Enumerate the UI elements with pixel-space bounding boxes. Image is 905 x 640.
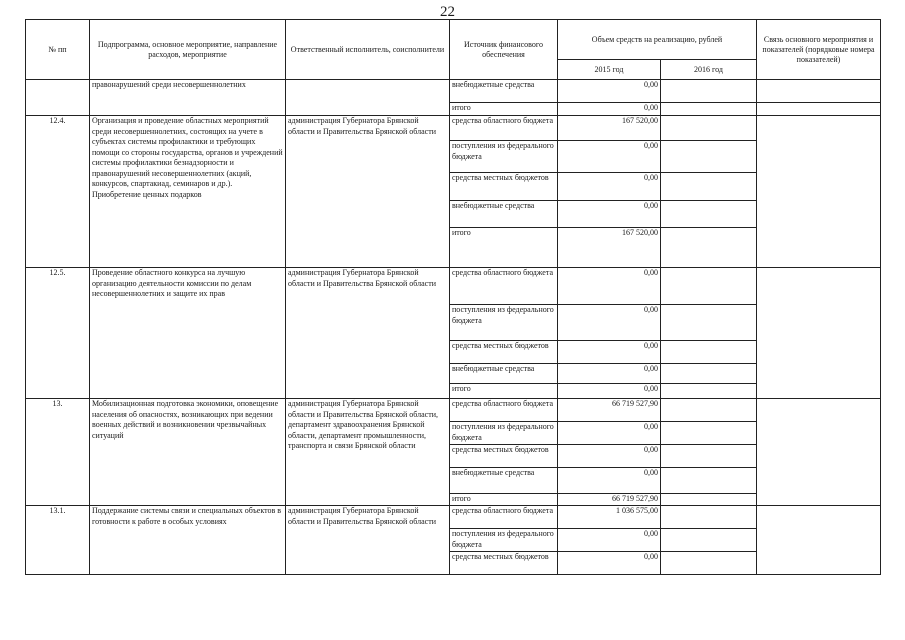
program-cell: Организация и проведение областных мероприятий среди несовершеннолетних, состоящих на учете в субъектах системы профилактики и требующих помощи со стороны государства, органов и учреждений системы профилактики безнадзорности и правонарушений несовершеннолетних (акций, конкурсов, спартакиад, семинаров и др.). Приобретение ценных подарков [90, 116, 286, 268]
executor-cell: администрация Губернатора Брянской области и Правительства Брянской области, департамент здравоохранения Брянской области, департамент промышленности, транспорта и связи Брянской области [286, 399, 450, 506]
table-row [26, 506, 881, 529]
amount-2015: 0,00 [558, 305, 661, 341]
budget-table [25, 19, 881, 575]
cont-extrabudget-2015: 0,00 [558, 80, 661, 103]
program-cell: Мобилизационная подготовка экономики, оповещение населения об опасностях, возникающих при ведении военных действий и возникновении чрезвычайных ситуаций [90, 399, 286, 506]
source-label: итого [450, 494, 558, 506]
amount-2015: 0,00 [558, 201, 661, 228]
source-label: итого [450, 384, 558, 399]
source-label: средства местных бюджетов [450, 445, 558, 468]
header-program: Подпрограмма, основное мероприятие, направление расходов, мероприятие [90, 20, 286, 80]
amount-2015: 0,00 [558, 552, 661, 575]
amount-2015: 0,00 [558, 529, 661, 552]
program-cell: Поддержание системы связи и специальных объектов в готовности к работе в особых условиях [90, 506, 286, 575]
header-no: № пп [26, 20, 90, 80]
source-label: итого [450, 228, 558, 268]
amount-2015: 0,00 [558, 341, 661, 364]
header-source: Источник финансового обеспечения [450, 20, 558, 80]
header-2015: 2015 год [558, 60, 661, 80]
source-label: средства областного бюджета [450, 506, 558, 529]
source-label: поступления из федерального бюджета [450, 422, 558, 445]
header-2016: 2016 год [661, 60, 757, 80]
header-executor: Ответственный исполнитель, соисполнители [286, 20, 450, 80]
row-number: 13.1. [26, 506, 90, 575]
source-label: поступления из федерального бюджета [450, 141, 558, 173]
source-label: внебюджетные средства [450, 468, 558, 494]
source-label: внебюджетные средства [450, 201, 558, 228]
source-label: поступления из федерального бюджета [450, 529, 558, 552]
amount-2015: 0,00 [558, 141, 661, 173]
amount-2015: 167 520,00 [558, 116, 661, 141]
amount-2015: 0,00 [558, 422, 661, 445]
source-label: средства местных бюджетов [450, 341, 558, 364]
header-row [26, 20, 881, 60]
source-label: внебюджетные средства [450, 364, 558, 384]
source-label: средства местных бюджетов [450, 552, 558, 575]
executor-cell: администрация Губернатора Брянской области и Правительства Брянской области [286, 506, 450, 575]
source-label: средства областного бюджета [450, 268, 558, 305]
program-cell: Проведение областного конкурса на лучшую организацию деятельности комиссии по делам несовершеннолетних и защите их прав [90, 268, 286, 399]
table-row [26, 116, 881, 141]
row-number: 12.4. [26, 116, 90, 268]
amount-2015: 0,00 [558, 468, 661, 494]
row-number: 13. [26, 399, 90, 506]
table-row [26, 80, 881, 103]
source-label: средства областного бюджета [450, 116, 558, 141]
amount-total-2015: 0,00 [558, 384, 661, 399]
source-label: поступления из федерального бюджета [450, 305, 558, 341]
amount-2015: 0,00 [558, 173, 661, 201]
page-number: 22 [440, 4, 455, 20]
source-label: средства местных бюджетов [450, 173, 558, 201]
table-row [26, 399, 881, 422]
source-label: средства областного бюджета [450, 399, 558, 422]
source-label: внебюджетные средства [450, 80, 558, 103]
source-label: итого [450, 103, 558, 116]
amount-total-2015: 167 520,00 [558, 228, 661, 268]
cont-program: правонарушений среди несовершеннолетних [90, 80, 286, 116]
executor-cell: администрация Губернатора Брянской области и Правительства Брянской области [286, 116, 450, 268]
header-link: Связь основного мероприятия и показателей (порядковые номера показателей) [757, 20, 881, 80]
amount-2015: 0,00 [558, 364, 661, 384]
amount-total-2015: 66 719 527,90 [558, 494, 661, 506]
row-number: 12.5. [26, 268, 90, 399]
header-amount: Объем средств на реализацию, рублей [558, 20, 757, 60]
amount-2015: 66 719 527,90 [558, 399, 661, 422]
amount-2015: 0,00 [558, 445, 661, 468]
table-row [26, 268, 881, 305]
cont-total-2015: 0,00 [558, 103, 661, 116]
executor-cell: администрация Губернатора Брянской области и Правительства Брянской области [286, 268, 450, 399]
amount-2015: 1 036 575,00 [558, 506, 661, 529]
amount-2015: 0,00 [558, 268, 661, 305]
